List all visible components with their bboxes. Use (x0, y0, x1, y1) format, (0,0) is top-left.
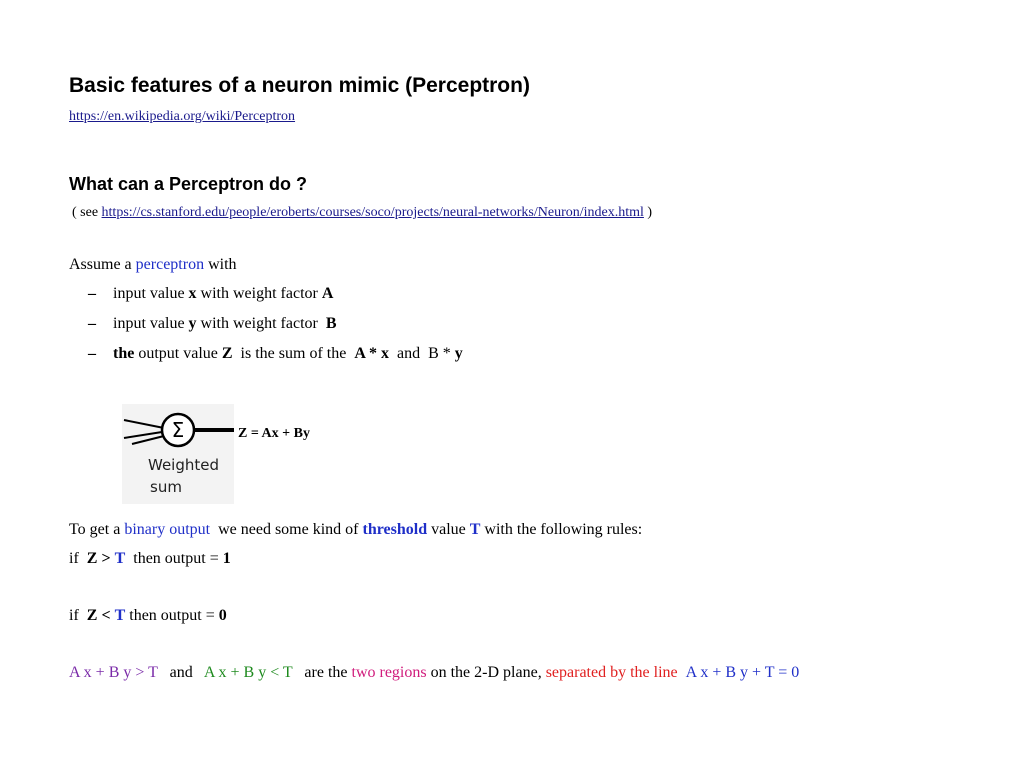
equation-label: Z = Ax + By (238, 426, 310, 441)
term-ax: A * x (354, 345, 389, 362)
text: then output = (129, 607, 215, 624)
separated-term: separated by the line (545, 664, 678, 681)
bullet-dash: – (88, 315, 96, 332)
bullet-text: input value (113, 285, 185, 302)
assume-suffix: with (208, 256, 237, 273)
output-zero: 0 (218, 607, 227, 624)
bullet-dash: – (88, 285, 96, 302)
section-heading: What can a Perceptron do ? (69, 174, 308, 194)
binary-output-term: binary output (124, 521, 211, 538)
weight-a: A (321, 285, 334, 302)
wikipedia-link[interactable]: https://en.wikipedia.org/wiki/Perceptron (69, 109, 296, 124)
text: on the 2-D plane, (430, 664, 542, 681)
two-regions-term: two regions (351, 664, 427, 681)
threshold-var: T (114, 607, 126, 624)
bullet-input-y (113, 315, 337, 333)
bullet-text: with weight factor (200, 285, 318, 302)
var-x: x (188, 285, 197, 302)
term-y: y (454, 345, 463, 362)
assume-line (69, 256, 237, 274)
rule-less (69, 607, 227, 625)
region-less: A x + B y < T (203, 664, 293, 681)
see-suffix: ) (647, 205, 653, 220)
binary-output-line (69, 521, 642, 539)
bullet-text: is the sum of the (236, 345, 351, 362)
weighted-label: Weighted (148, 456, 220, 474)
text: if (69, 550, 83, 567)
text: if (69, 607, 83, 624)
the-word: the (113, 345, 135, 362)
text: with the following rules: (484, 521, 643, 538)
weighted-sum-diagram (122, 404, 234, 504)
threshold-term: threshold (362, 521, 428, 538)
sigma-symbol: Σ (171, 418, 185, 442)
var-z: Z (221, 345, 233, 362)
wiki-link-line (69, 109, 295, 125)
and-word: and (169, 664, 193, 681)
output-one: 1 (222, 550, 231, 567)
z-lt: Z < (86, 607, 111, 624)
text: then output = (129, 550, 219, 567)
text: are the (304, 664, 348, 681)
perceptron-term: perceptron (135, 256, 205, 273)
regions-line (69, 664, 799, 682)
region-greater: A x + B y > T (69, 664, 158, 681)
separating-line-eq: A x + B y + T = 0 (685, 664, 800, 681)
threshold-var: T (469, 521, 481, 538)
z-gt: Z > (86, 550, 111, 567)
bullet-dash: – (88, 345, 96, 362)
see-line (72, 205, 652, 221)
text: we need some kind of (214, 521, 359, 538)
stanford-link[interactable]: https://cs.stanford.edu/people/eroberts/courses/soco/projects/neural-networks/Neuron/index.html (101, 205, 644, 220)
bullet-text: input value (113, 315, 185, 332)
bullet-output-z (113, 345, 463, 363)
bullet-text: and B * (392, 345, 451, 362)
text: To get a (69, 521, 121, 538)
weight-b: B (325, 315, 337, 332)
text: value (431, 521, 466, 538)
rule-greater (69, 550, 231, 568)
sum-label: sum (150, 478, 182, 496)
threshold-var: T (114, 550, 126, 567)
see-prefix: ( see (72, 205, 99, 220)
bullet-text: with weight factor (200, 315, 322, 332)
var-y: y (188, 315, 197, 332)
bullet-input-x (113, 285, 333, 303)
page-title: Basic features of a neuron mimic (Perceptron) (69, 74, 530, 97)
neuron-node-icon (122, 404, 234, 504)
bullet-text: output value (138, 345, 218, 362)
assume-prefix: Assume a (69, 256, 132, 273)
